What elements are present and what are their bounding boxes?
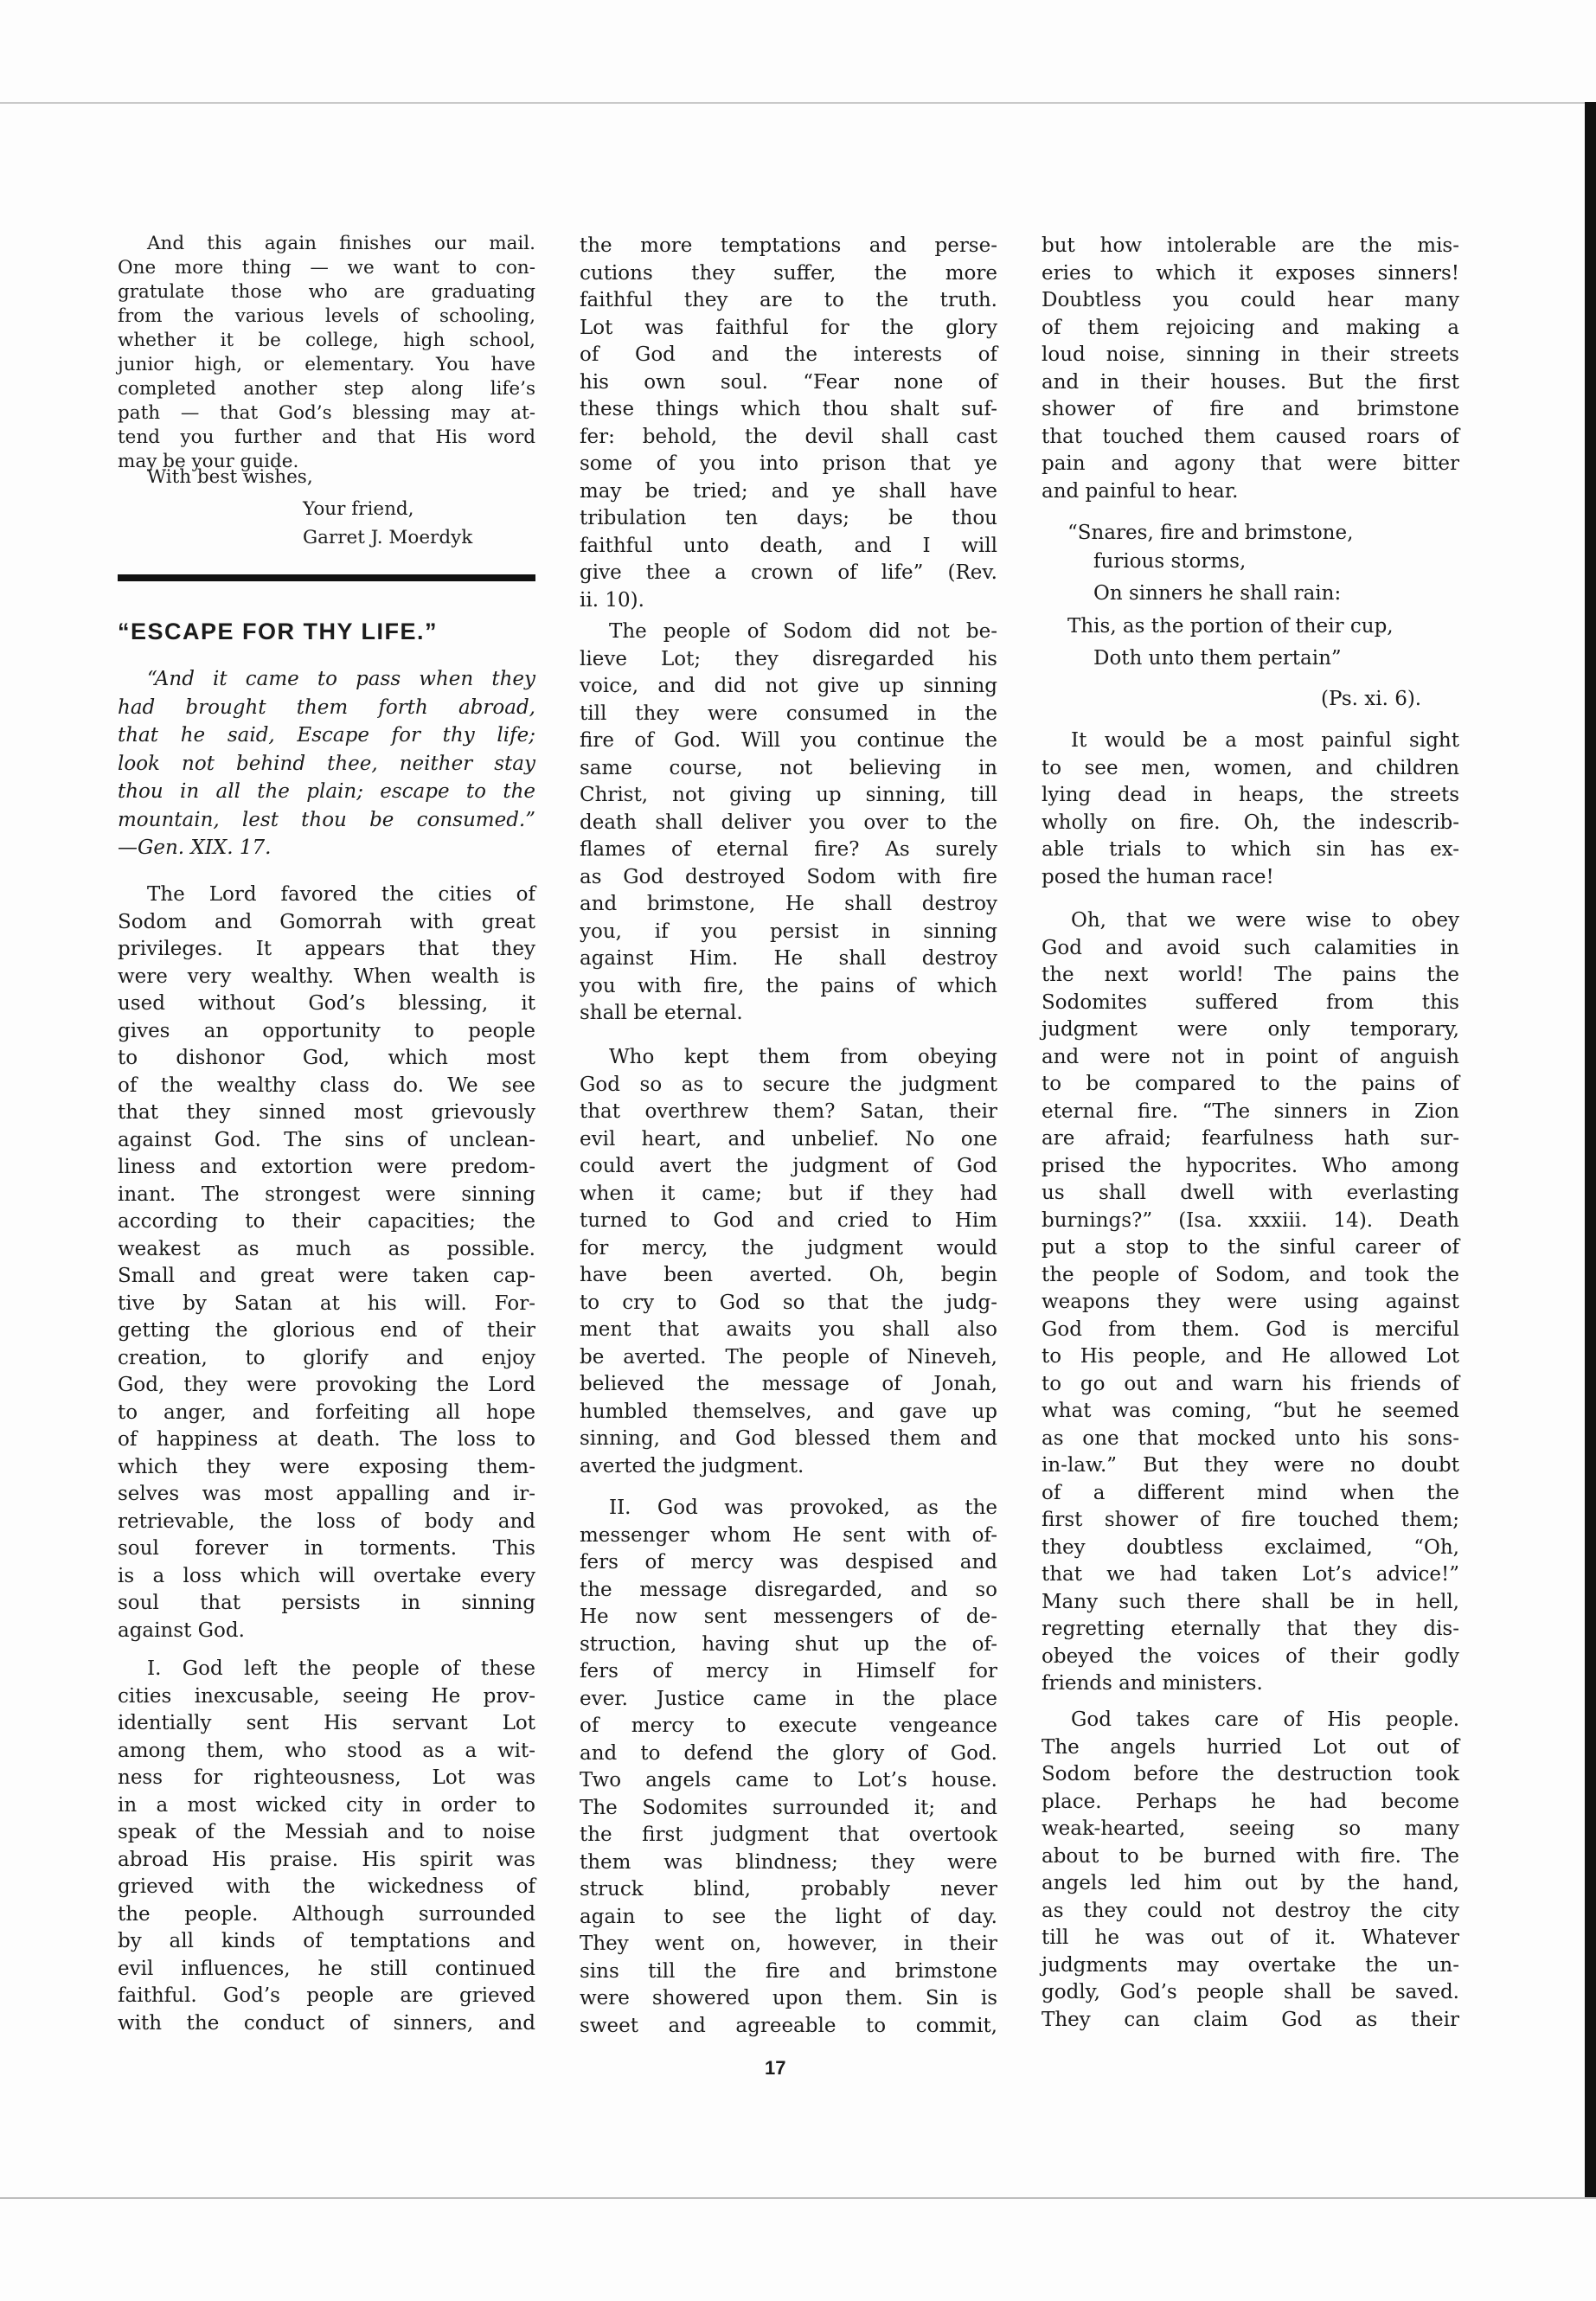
text-line: Doubtless you could hear many [1042, 289, 1459, 311]
text-line: struck blind, probably never [580, 1878, 997, 1900]
text-line: The angels hurried Lot out of [1042, 1735, 1459, 1759]
text-line: getting the glorious end of their [118, 1319, 535, 1342]
text-line: fers of mercy was despised and [580, 1551, 997, 1574]
text-line: in-law.” But they were no doubt [1042, 1454, 1459, 1477]
text-line: privileges. It appears that they [118, 938, 535, 960]
text-line: creation, to glorify and enjoy [118, 1346, 535, 1369]
text-line: burnings?” (Isa. xxxiii. 14). Death [1042, 1208, 1459, 1232]
text-line: but how intolerable are the mis- [1042, 234, 1459, 257]
text-line: us shall dwell with everlasting [1042, 1182, 1459, 1204]
text-line: as God destroyed Sodom with fire [580, 865, 997, 888]
text-line: soul forever in torments. This [118, 1537, 535, 1560]
text-line: that they sinned most grievously [118, 1101, 535, 1124]
text-line: prised the hypocrites. Who among [1042, 1154, 1459, 1177]
text-line: weapons they were using against [1042, 1291, 1459, 1313]
text-line: grieved with the wickedness of [118, 1875, 535, 1898]
text-line: Who kept them from obeying [609, 1046, 997, 1068]
text-line: evil heart, and unbelief. No one [580, 1127, 997, 1150]
text-line: gives an opportunity to people [118, 1019, 535, 1042]
text-line: gratulate those who are graduating [118, 281, 535, 303]
text-line: according to their capacities; the [118, 1210, 535, 1233]
text-line: liness and extortion were predom- [118, 1156, 535, 1178]
text-line: the message disregarded, and so [580, 1578, 997, 1601]
text-line: again to see the light of day. [580, 1905, 997, 1928]
text-line: of the wealthy class do. We see [118, 1074, 535, 1097]
letter-signature: Garret J. Moerdyk [303, 527, 473, 548]
text-line: God from them. God is merciful [1042, 1317, 1459, 1341]
paragraph [580, 233, 997, 614]
text-line: faithful they are to the truth. [580, 289, 997, 311]
text-line: till they were consumed in the [580, 702, 997, 725]
text-line: wholly on fire. Oh, the indescrib- [1042, 811, 1459, 834]
text-line: for mercy, the judgment would [580, 1236, 997, 1259]
text-line: identially sent His servant Lot [118, 1712, 535, 1734]
text-line: ever. Justice came in the place [580, 1687, 997, 1710]
text-line: junior high, or elementary. You have [118, 354, 535, 375]
text-line: to anger, and forfeiting all hope [118, 1400, 535, 1424]
poem-reference: (Ps. xi. 6). [1321, 688, 1422, 710]
text-line: cutions they suffer, the more [580, 261, 997, 285]
paragraph [1042, 907, 1459, 1698]
text-line: sinning, and God blessed them and [580, 1427, 997, 1450]
text-line: could avert the judgment of God [580, 1155, 997, 1177]
poem-line: This, as the portion of their cup, [1067, 615, 1394, 638]
text-line: that overthrew them? Satan, their [580, 1100, 997, 1123]
text-line: with the conduct of sinners, and [118, 2011, 535, 2035]
text-line: by all kinds of temptations and [118, 1930, 535, 1952]
text-line: and to defend the glory of God. [580, 1741, 997, 1765]
text-line: his own soul. “Fear none of [580, 370, 997, 394]
page-number: 17 [765, 2057, 786, 2079]
text-line: faithful unto death, and I will [580, 534, 997, 557]
text-line: friends and ministers. [1042, 1672, 1263, 1695]
text-line: The Lord favored the cities of [147, 883, 535, 906]
text-line: you, if you persist in sinning [580, 920, 997, 943]
text-line: the first judgment that overtook [580, 1823, 997, 1846]
text-line: the people of Sodom, and took the [1042, 1263, 1459, 1286]
poem-line: Doth unto them pertain” [1093, 647, 1342, 670]
text-line: weakest as much as possible. [118, 1237, 535, 1260]
text-line: may be tried; and ye shall have [580, 479, 997, 503]
text-line: voice, and did not give up sinning [580, 675, 997, 697]
text-line: among them, who stood as a wit- [118, 1739, 535, 1762]
page-top-edge [0, 102, 1596, 104]
text-line: same course, not believing in [580, 756, 997, 779]
text-line: Sodom before the destruction took [1042, 1763, 1459, 1785]
text-line: fer: behold, the devil shall cast [580, 425, 997, 448]
text-line: averted the judgment. [580, 1454, 804, 1477]
text-line: the people. Although surrounded [118, 1902, 535, 1926]
text-line: are afraid; fearfulness hath sur- [1042, 1127, 1459, 1150]
poem-line: “Snares, fire and brimstone, [1067, 522, 1354, 544]
text-line: of them rejoicing and making a [1042, 316, 1459, 339]
text-line: the next world! The pains the [1042, 964, 1459, 986]
text-line: place. Perhaps he had become [1042, 1790, 1459, 1813]
text-line: the more temptations and perse- [580, 234, 997, 257]
text-line: Oh, that we were wise to obey [1071, 909, 1459, 932]
text-line: It would be a most painful sight [1071, 729, 1459, 752]
text-line: One more thing — we want to con- [118, 257, 535, 279]
page-right-edge [1585, 102, 1596, 2199]
text-line: them was blindness; they were [580, 1850, 997, 1874]
text-line: struction, having shut up the of- [580, 1632, 997, 1656]
text-line: these things which thou shalt suf- [580, 398, 997, 420]
text-line: fers of mercy in Himself for [580, 1660, 997, 1682]
text-line: God, they were provoking the Lord [118, 1374, 535, 1396]
text-line: Small and great were taken cap- [118, 1265, 535, 1287]
text-line: cities inexcusable, seeing He prov- [118, 1684, 535, 1708]
text-line: The Sodomites surrounded it; and [580, 1796, 997, 1819]
text-line: shall be eternal. [580, 1002, 743, 1024]
text-line: look not behind thee, neither stay [118, 752, 535, 775]
text-line: were very wealthy. When wealth is [118, 965, 535, 988]
text-line: inant. The strongest were sinning [118, 1183, 535, 1206]
text-line: eternal fire. “The sinners in Zion [1042, 1099, 1459, 1123]
text-line: God takes care of His people. [1071, 1708, 1459, 1731]
text-line: —Gen. XIX. 17. [118, 836, 272, 859]
text-line: eries to which it exposes sinners! [1042, 261, 1459, 285]
text-line: you with fire, the pains of which [580, 974, 997, 997]
text-line: judgments may overtake the un- [1042, 1953, 1459, 1977]
text-line: of mercy to execute vengeance [580, 1715, 997, 1737]
text-line: abroad His praise. His spirit was [118, 1848, 535, 1871]
text-line: godly, God’s people shall be saved. [1042, 1981, 1459, 2003]
paragraph [580, 1044, 997, 1480]
text-line: were showered upon them. Sin is [580, 1987, 997, 2009]
letter-salutation: With best wishes, [147, 466, 313, 488]
text-line: when it came; but if they had [580, 1182, 997, 1205]
text-line: ii. 10). [580, 588, 644, 612]
text-line: “And it came to pass when they [147, 668, 535, 690]
text-line: obeyed the voices of their godly [1042, 1644, 1459, 1668]
text-line: Sodom and Gomorrah with great [118, 910, 535, 933]
paragraph [1042, 233, 1459, 505]
paragraph [118, 881, 535, 1644]
paragraph [118, 1656, 535, 2037]
text-line: and brimstone, He shall destroy [580, 893, 997, 915]
text-line: which they were exposing them- [118, 1455, 535, 1478]
text-line: had brought them forth abroad, [118, 695, 535, 719]
text-line: Two angels came to Lot’s house. [580, 1769, 997, 1791]
text-line: till he was out of it. Whatever [1042, 1926, 1459, 1949]
text-line: weak-hearted, seeing so many [1042, 1817, 1459, 1840]
text-line: The people of Sodom did not be- [609, 620, 997, 643]
text-line: path — that God’s blessing may at- [118, 402, 535, 424]
text-line: God and avoid such calamities in [1042, 936, 1459, 959]
text-line: whether it be college, high school, [118, 330, 535, 351]
text-line: that touched them caused roars of [1042, 425, 1459, 448]
text-line: what was coming, “but he seemed [1042, 1400, 1459, 1422]
text-line: give thee a crown of life” (Rev. [580, 561, 997, 584]
text-line: first shower of fire touched them; [1042, 1509, 1459, 1531]
text-line: judgment were only temporary, [1042, 1018, 1459, 1041]
text-line: to be compared to the pains of [1042, 1073, 1459, 1095]
text-line: of God and the interests of [580, 343, 997, 366]
text-line: flames of eternal fire? As surely [580, 838, 997, 861]
text-line: against God. The sins of unclean- [118, 1128, 535, 1151]
text-line: thou in all the plain; escape to the [118, 780, 535, 803]
letter-sign-off: Your friend, [303, 498, 414, 520]
text-line: against Him. He shall destroy [580, 947, 997, 970]
text-line: retrievable, the loss of body and [118, 1509, 535, 1533]
text-line: they doubtless exclaimed, “Oh, [1042, 1535, 1459, 1559]
text-line: from the various levels of schooling, [118, 305, 535, 327]
text-line: messenger whom He sent with of- [580, 1523, 997, 1547]
text-line: tive by Satan at his will. For- [118, 1292, 535, 1315]
text-line: Christ, not giving up sinning, till [580, 784, 997, 806]
text-line: lying dead in heaps, the streets [1042, 784, 1459, 806]
text-line: and in their houses. But the first [1042, 370, 1459, 394]
text-line: lieve Lot; they disregarded his [580, 647, 997, 670]
text-line: angels led him out by the hand, [1042, 1872, 1459, 1894]
text-line: and were not in point of anguish [1042, 1045, 1459, 1068]
text-line: of a different mind when the [1042, 1481, 1459, 1504]
text-line: posed the human race! [1042, 865, 1274, 888]
text-line: mountain, lest thou be consumed.” [118, 808, 535, 831]
text-line: pain and agony that were bitter [1042, 452, 1459, 475]
text-line: tend you further and that His word [118, 426, 535, 448]
text-line: And this again finishes our mail. [147, 233, 535, 254]
text-line: sins till the fire and brimstone [580, 1959, 997, 1983]
text-line: able trials to which sin has ex- [1042, 838, 1459, 861]
text-line: sweet and agreeable to commit, [580, 2014, 997, 2037]
text-line: be averted. The people of Nineveh, [580, 1345, 997, 1368]
text-line: selves was most appalling and ir- [118, 1483, 535, 1505]
text-line: faithful. God’s people are grieved [118, 1984, 535, 2007]
poem-line: furious storms, [1093, 550, 1247, 573]
text-line: Lot was faithful for the glory [580, 316, 997, 339]
text-line: have been averted. Oh, begin [580, 1264, 997, 1286]
text-line: against God. [118, 1618, 245, 1642]
letter-closing-paragraph [118, 232, 535, 474]
text-line: to His people, and He allowed Lot [1042, 1345, 1459, 1368]
text-line: that we had taken Lot’s advice!” [1042, 1563, 1459, 1586]
text-line: God so as to secure the judgment [580, 1073, 997, 1096]
text-line: and painful to hear. [1042, 479, 1239, 503]
text-line: some of you into prison that ye [580, 452, 997, 475]
text-line: used without God’s blessing, it [118, 992, 535, 1015]
text-line: They can claim God as their [1042, 2008, 1459, 2031]
paragraph [1042, 727, 1459, 891]
paragraph [1042, 1707, 1459, 2034]
text-line: as one that mocked unto his sons- [1042, 1426, 1459, 1450]
text-line: Many such there shall be in hell, [1042, 1590, 1459, 1613]
text-line: to cry to God so that the judg- [580, 1291, 997, 1314]
page-bottom-edge [0, 2197, 1596, 2199]
text-line: I. God left the people of these [147, 1657, 535, 1680]
article-title: “ESCAPE FOR THY LIFE.” [118, 619, 439, 644]
text-line: is a loss which will overtake every [118, 1564, 535, 1587]
text-line: as they could not destroy the city [1042, 1899, 1459, 1922]
text-line: fire of God. Will you continue the [580, 729, 997, 752]
text-line: They went on, however, in their [580, 1932, 997, 1955]
text-line: He now sent messengers of de- [580, 1606, 997, 1628]
text-line: regretting eternally that they dis- [1042, 1618, 1459, 1640]
text-line: that he said, Escape for thy life; [118, 724, 535, 747]
text-line: to see men, women, and children [1042, 756, 1459, 779]
text-line: may be your guide. [118, 451, 299, 472]
text-line: tribulation ten days; be thou [580, 507, 997, 529]
text-line: soul that persists in sinning [118, 1592, 535, 1614]
text-line: speak of the Messiah and to noise [118, 1821, 535, 1843]
text-line: Sodomites suffered from this [1042, 990, 1459, 1014]
text-line: in a most wicked city in order to [118, 1793, 535, 1817]
text-line: about to be burned with fire. The [1042, 1844, 1459, 1868]
text-line: to go out and warn his friends of [1042, 1372, 1459, 1395]
text-line: loud noise, sinning in their streets [1042, 343, 1459, 366]
text-line: evil influences, he still continued [118, 1957, 535, 1980]
text-line: turned to God and cried to Him [580, 1209, 997, 1232]
text-line: ment that awaits you shall also [580, 1318, 997, 1341]
paragraph [580, 1495, 997, 2040]
text-line: shower of fire and brimstone [1042, 398, 1459, 420]
text-line: ness for righteousness, Lot was [118, 1766, 535, 1789]
text-line: completed another step along life’s [118, 378, 535, 400]
text-line: II. God was provoked, as the [609, 1497, 997, 1519]
section-divider [118, 574, 535, 581]
poem-line: On sinners he shall rain: [1093, 582, 1342, 605]
text-line: put a stop to the sinful career of [1042, 1236, 1459, 1259]
text-line: humbled themselves, and gave up [580, 1400, 997, 1423]
paragraph [580, 619, 997, 1028]
text-line: death shall deliver you over to the [580, 811, 997, 834]
text-line: to dishonor God, which most [118, 1047, 535, 1069]
text-line: believed the message of Jonah, [580, 1373, 997, 1395]
article-epigraph [118, 665, 535, 862]
text-line: of happiness at death. The loss to [118, 1428, 535, 1451]
